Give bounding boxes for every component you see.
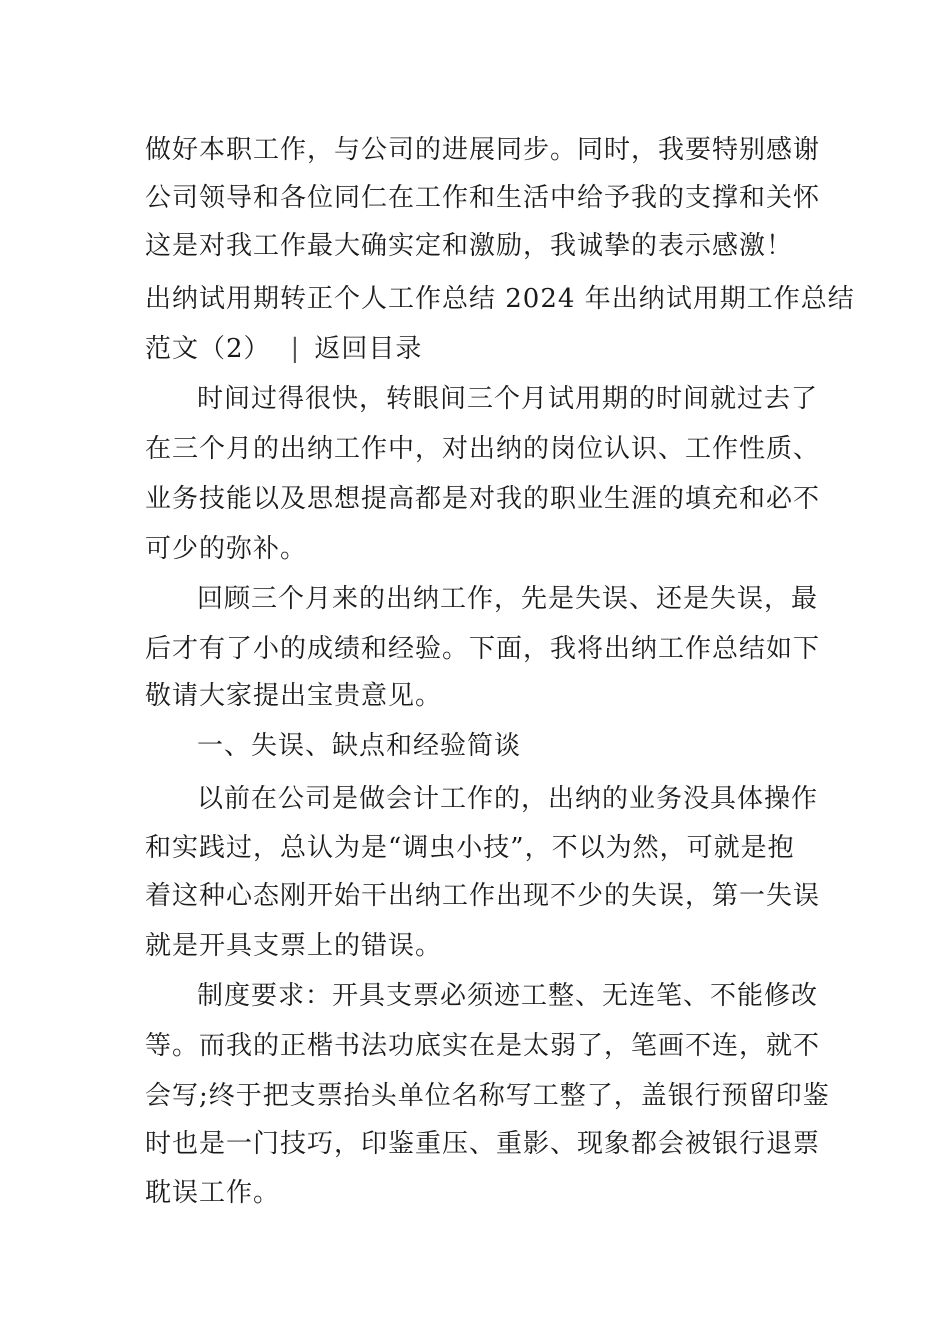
paragraph-line: 等。而我的正楷书法功底实在是太弱了，笔画不连，就不 [145, 1031, 821, 1061]
paragraph-line: 敬请大家提出宝贵意见。 [145, 681, 443, 711]
paragraph-line: 制度要求：开具支票必须迹工整、无连笔、不能修改 [197, 981, 819, 1011]
paragraph-line: 在三个月的出纳工作中，对出纳的岗位认识、工作性质、 [145, 434, 821, 464]
text-line: 公司领导和各位同仁在工作和生活中给予我的支撑和关怀 [145, 183, 821, 213]
paragraph-line: 耽误工作。 [145, 1178, 281, 1208]
paragraph-line: 回顾三个月来的出纳工作，先是失误、还是失误，最 [197, 584, 819, 614]
text-line: 这是对我工作最大确实定和激励，我诚挚的表示感激！ [145, 231, 794, 261]
section-heading: 出纳试用期转正个人工作总结 2024 年出纳试用期工作总结 [145, 284, 855, 314]
paragraph-line: 可少的弥补。 [145, 534, 308, 564]
section-heading-tail [145, 333, 422, 365]
paragraph-line: 时也是一门技巧，印鉴重压、重影、现象都会被银行退票 [145, 1129, 821, 1159]
paragraph-line: 着这种心态刚开始干出纳工作出现不少的失误，第一失误 [145, 881, 821, 911]
paragraph-line: 业务技能以及思想提高都是对我的职业生涯的填充和必不 [145, 484, 821, 514]
paragraph-line: 和实践过，总认为是“调虫小技”，不以为然，可就是抱 [145, 833, 795, 863]
paragraph-line: 就是开具支票上的错误。 [145, 931, 443, 961]
text-line: 做好本职工作，与公司的进展同步。同时，我要特别感谢 [145, 135, 821, 165]
paragraph-line: 以前在公司是做会计工作的，出纳的业务没具体操作 [197, 784, 819, 814]
heading-title-tail: 范文（2） [145, 334, 271, 364]
subheading: 一、失误、缺点和经验简谈 [197, 731, 522, 761]
heading-separator: | [290, 334, 301, 364]
paragraph-line: 会写;终于把支票抬头单位名称写工整了，盖银行预留印鉴 [145, 1081, 830, 1111]
paragraph-line: 时间过得很快，转眼间三个月试用期的时间就过去了 [197, 384, 819, 414]
paragraph-line: 后才有了小的成绩和经验。下面，我将出纳工作总结如下 [145, 634, 821, 664]
back-to-toc-link[interactable]: 返回目录 [314, 334, 423, 364]
